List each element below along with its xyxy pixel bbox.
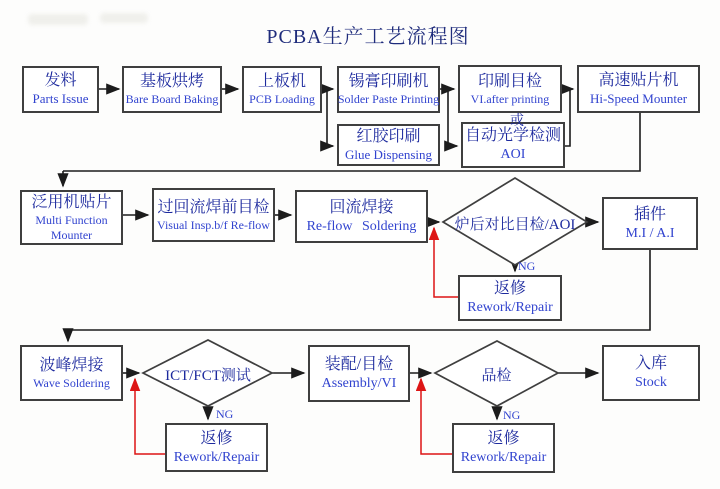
node-wave-soldering [20,345,123,401]
node-reflow-soldering-label-en: Re-flow Soldering [306,218,417,234]
node-pcb-loading-label-zh: 上板机 [257,73,306,90]
node-glue-dispensing-label-zh: 红胶印刷 [356,127,421,145]
node-multi-function-mounter-label-en2: Mounter [50,227,93,242]
node-rework-qc [452,423,555,473]
node-manual-auto-insertion [602,197,698,250]
node-aoi-label-zh: 自动光学检测 [464,127,561,145]
node-vi-after-printing [458,65,562,113]
node-bare-board-baking-label-en: Bare Board Baking [125,92,219,106]
node-hi-speed-mounter-label-en: Hi-Speed Mounter [589,90,688,106]
node-glue-dispensing [337,124,440,166]
node-rework-qc-label-zh: 返修 [487,430,520,448]
node-hi-speed-mounter-label-zh: 高速贴片机 [598,71,679,89]
node-vi-after-printing-label-en: VI.after printing [470,91,550,106]
diamond-ict-fct-test-label: ICT/FCT测试 [165,368,251,384]
node-pcb-loading [242,66,322,113]
node-visual-inspection-before-reflow-label-en: Visual Insp.b/f Re-flow [157,217,270,232]
node-reflow-soldering [295,190,428,243]
ng-label-post-oven: NG [518,259,536,273]
node-aoi-label-en: AOI [500,147,526,163]
node-pcb-loading-label-en: PCB Loading [249,92,315,106]
node-rework-qc-label-en: Rework/Repair [460,450,547,466]
node-assembly-vi [308,345,410,402]
node-vi-after-printing-label-zh: 印刷目检 [477,72,542,90]
node-visual-inspection-before-reflow [152,188,275,242]
node-solder-paste-printing-label-zh: 锡膏印刷机 [348,73,429,90]
node-stock-label-zh: 入库 [634,355,667,373]
node-bare-board-baking-label-zh: 基板烘烤 [139,73,204,90]
node-visual-inspection-before-reflow-label-zh: 过回流焊前目检 [157,198,270,216]
node-parts-issue [22,66,99,113]
ng-label-quality: NG [503,408,521,422]
diamond-post-oven-inspection-label: 炉后对比目检/AOI [454,217,576,233]
node-assembly-vi-label-zh: 装配/目检 [324,355,394,373]
node-assembly-vi-label-en: Assembly/VI [321,375,397,391]
node-manual-auto-insertion-label-zh: 插件 [633,205,666,223]
node-multi-function-mounter-label-en: Multi Function [35,212,108,227]
node-hi-speed-mounter [577,65,700,113]
node-stock [602,345,700,401]
node-stock-label-en: Stock [635,375,667,391]
node-parts-issue-label-zh: 发料 [44,72,77,90]
node-multi-function-mounter-label-zh: 泛用机贴片 [31,193,112,211]
diamond-quality-inspection-label: 品检 [481,368,512,384]
node-multi-function-mounter [20,190,123,245]
node-parts-issue-label-en: Parts Issue [32,91,89,107]
node-wave-soldering-label-en: Wave Soldering [33,375,110,390]
page-title: PCBA生产工艺流程图 [266,26,470,48]
node-rework-ict-label-zh: 返修 [200,429,233,447]
node-manual-auto-insertion-label-en: M.I / A.I [625,225,675,241]
node-rework-reflow-label-en: Rework/Repair [467,300,553,316]
node-bare-board-baking [122,66,222,113]
node-solder-paste-printing-label-en: Solder Paste Printing [337,92,440,106]
node-glue-dispensing-label-en: Glue Dispensing [344,146,433,162]
node-rework-ict [165,423,268,472]
node-reflow-soldering-label-zh: 回流焊接 [329,198,394,216]
or-label: 或 [510,114,524,129]
node-rework-reflow-label-zh: 返修 [493,280,526,298]
node-wave-soldering-label-zh: 波峰焊接 [39,356,104,374]
ng-label-ict-fct: NG [216,407,234,421]
node-solder-paste-printing [337,66,440,113]
node-rework-reflow [458,275,562,321]
node-rework-ict-label-en: Rework/Repair [173,449,260,465]
